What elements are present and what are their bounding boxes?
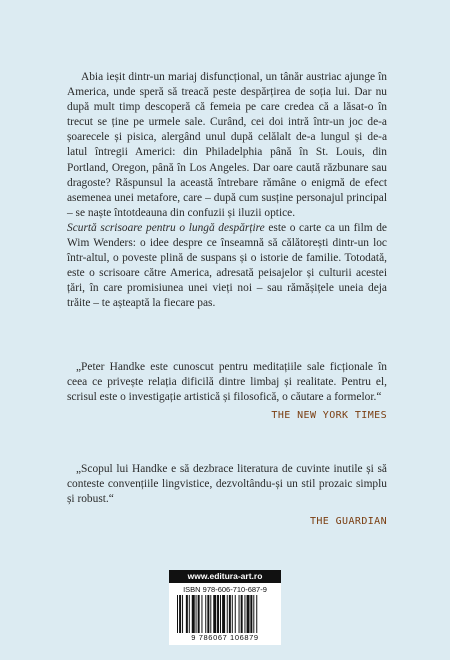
quote-text: „Scopul lui Handke e să dezbrace literatura de cuvinte inutile și să conteste convențiile lingvistice, dezvoltându-și un stil prozaic simplu și robust.“: [67, 463, 387, 506]
barcode-bar: [232, 595, 233, 633]
barcode-bar: [179, 595, 181, 633]
barcode-bar: [186, 595, 188, 633]
barcode-bar: [192, 595, 195, 633]
barcode-bar: [250, 595, 252, 633]
barcode-icon: [177, 595, 273, 633]
barcode-bar: [253, 595, 254, 633]
back-cover-blurb: [67, 70, 387, 312]
barcode-bar: [217, 595, 219, 633]
barcode-bar: [210, 595, 211, 633]
barcode-bar: [229, 595, 231, 633]
quote-source: THE GUARDIAN: [309, 516, 387, 528]
barcode-bar: [235, 595, 236, 633]
isbn-label: ISBN 978-606-710-687-9: [183, 585, 267, 594]
barcode-bar: [241, 595, 243, 633]
barcode-bar: [205, 595, 206, 633]
barcode-panel: [169, 583, 281, 645]
blurb-paragraph-2-text: este o carte ca un film de Wim Wenders: o idee despre ce înseamnă să călătorești dintr-un loc într-altul, o poveste plină de suspans și o istorie de familie. Totodată, este o scrisoare către America, adresată peisajelor și culturii acestei țări, în care promisiunea unei vieți noi – sau rămășițele uneia deja trăite – te așteaptă la fiecare pas.: [67, 221, 387, 310]
barcode-bar: [201, 595, 202, 633]
barcode-bar: [207, 595, 209, 633]
barcode-bar: [177, 595, 178, 633]
barcode-bar: [256, 595, 257, 633]
barcode-bar: [182, 595, 183, 633]
barcode-bar: [220, 595, 221, 633]
book-title-italic: Scurtă scrisoare pentru o lungă despărțire: [67, 221, 265, 234]
blurb-paragraph-2: [67, 221, 387, 312]
barcode-bar: [198, 595, 200, 633]
publisher-url: www.editura-art.ro: [169, 570, 281, 583]
barcode-bar: [227, 595, 228, 633]
quote-text: „Peter Handke este cunoscut pentru meditațiile sale ficționale în ceea ce privește relația dificilă dintre limbaj și realitate. Pentru el, scrisul este o investigație artistică și filosofică, o căutare a formelor.“: [67, 361, 387, 404]
barcode-bar: [213, 595, 216, 633]
quote-source: THE NEW YORK TIMES: [271, 410, 387, 422]
review-quote-guardian: [67, 462, 387, 529]
barcode-bar: [189, 595, 190, 633]
blurb-paragraph-1: Abia ieșit dintr-un mariaj disfuncțional, un tânăr austriac ajunge în America, unde speră să treacă peste despărțirea de soția lui. Dar nu după mult timp descoperă că femeia pe care credea că a lăsat-o în trecut se ține pe urmele sale. Curând, cei doi intră într-un joc de-a șoarecele și pisica, alergând unul după celălalt de-a lungul și de-a latul întregii Americi: din Philadelphia până în St. Louis, din Portland, Oregon, până în Los Angeles. Dar oare caută răzbunare sau dragoste? Răspunsul la această întrebare rămâne o enigmă de efect asemenea unei metafore, care – după cum susține personajul principal – se naște întotdeauna din confuzii și iluzii optice.: [67, 71, 387, 219]
barcode-bar: [239, 595, 240, 633]
barcode-bar: [222, 595, 225, 633]
barcode-bar: [247, 595, 250, 633]
barcode-digits: 9 786067 106879: [191, 633, 259, 642]
barcode-bar: [196, 595, 197, 633]
review-quote-nyt: [67, 360, 387, 423]
isbn-barcode-block: [169, 570, 281, 645]
barcode-bar: [244, 595, 245, 633]
